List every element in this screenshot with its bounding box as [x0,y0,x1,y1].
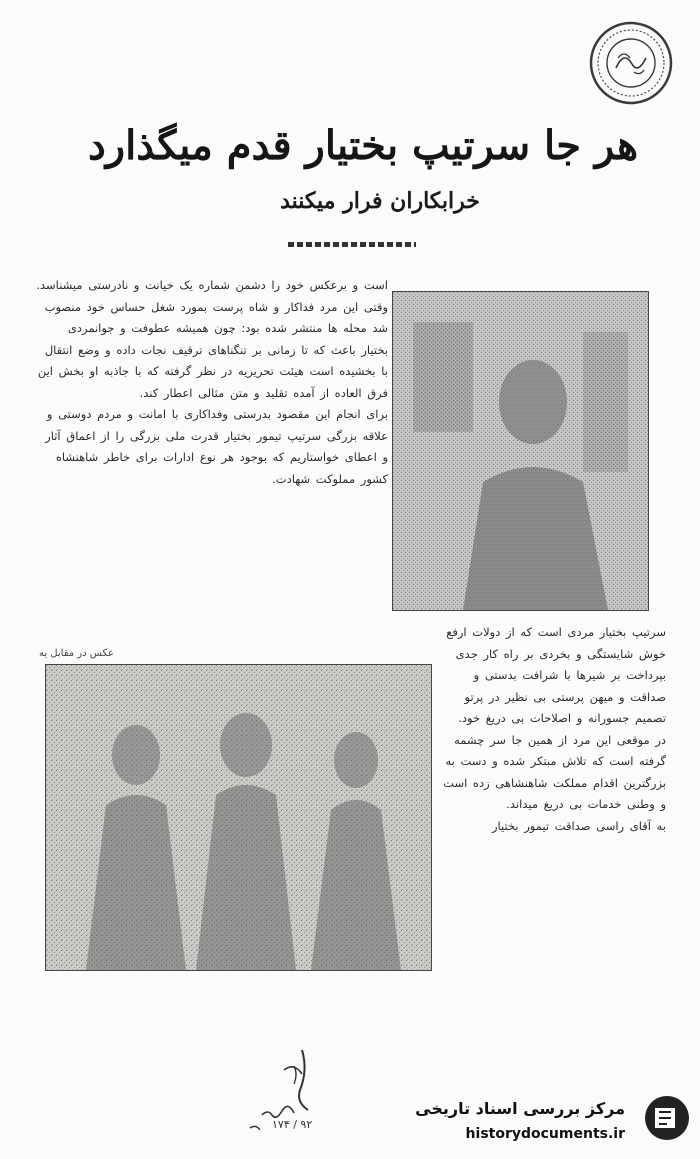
paragraph: وقتی این مرد فداکار و شاه پرست بمورد شغل حساس خود منصوب شد محله ها منتشر شده بود: چون همیشه عطوفت و جوانمردی بختیار باعث که تا زمانی بر تنگناهای ترقیف نجات داده و وضع انتقال با بخشیده است هیئت تحریریه در نظر گرفته که با جاذبه او بخش این فرق العاده از آمده تقلید و متن مثالی اعطار کند. [37,299,388,400]
paragraph: در موقعی این مرد از همین جا سر چشمه گرفته است که تلاش مبتکر شده و دست به بزرگترین اقدام مملکت شاهنشاهی زده است و وطنی خدمات بی دریغ میداند. [443,732,666,811]
watermark-url: historydocuments.ir [465,1126,625,1142]
archive-seal [588,20,674,106]
headline: هر جا سرتیپ بختیار قدم میگذارد [87,122,639,169]
decorative-rule [288,242,416,247]
watermark-title: مرکز بررسی اسناد تاریخی [415,1099,625,1118]
paragraph: است و برعکس خود را دشمن شماره یک خیانت و نادرستی میشناسد. [36,278,388,292]
article-column-bottom [436,622,666,837]
handwritten-note [232,1040,352,1130]
archive-watermark[interactable] [405,1086,695,1150]
archive-logo-icon [645,1096,689,1140]
paragraph: به آقای راسی صداقت تیمور بختیار [491,818,666,833]
photo-caption: عکس در مقابل یه [38,648,114,659]
subheadline: خرابکاران فرار میکنند [280,188,480,214]
paragraph: برای انجام این مقصود بدرستی وفداکاری با امانت و مردم دوستی و علاقه بزرگی سرتیپ تیمور بختیار قدرت ملی بزرگی را از اعماق آثار و اعطای خواستاریم که بوجود هر نوع ادارات برای خاطر شاهنشاه کشور مملوکت شهادت. [45,407,388,486]
article-column-top [36,275,388,490]
group-photo [45,664,432,971]
portrait-photo [392,291,649,611]
handwriting-text: ۱۷۴ / ۹۲ [272,1118,313,1130]
paragraph: سرتیپ بختیار مردی است که از دولات ارفع خوش شایستگی و بخردی بر راه کار جدی بپرداخت بر شیرها با شرافت بدستی و صداقت و میهن پرستی بی نظیر در پرتو تصمیم جسورانه و اصلاحات بی دریغ خود. [446,625,666,725]
